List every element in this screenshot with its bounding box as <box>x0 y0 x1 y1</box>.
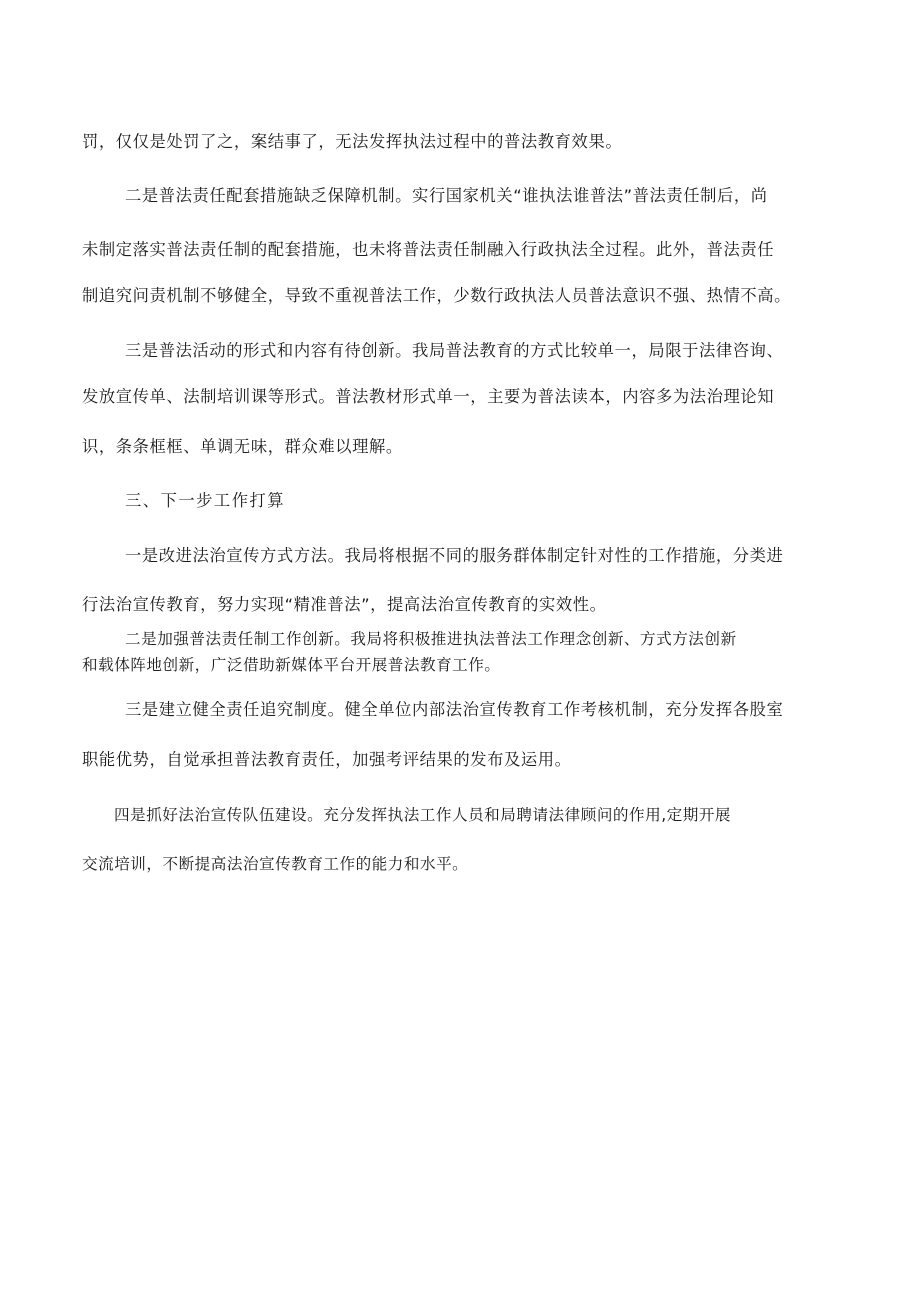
paragraph-line: 三是普法活动的形式和内容有待创新。我局普法教育的方式比较单一，局限于法律咨询、 <box>125 341 784 360</box>
paragraph-line: 二是普法责任配套措施缺乏保障机制。实行国家机关“谁执法谁普法”普法责任制后，尚 <box>125 186 768 205</box>
paragraph-line: 罚，仅仅是处罚了之，案结事了，无法发挥执法过程中的普法教育效果。 <box>82 132 623 151</box>
paragraph-line: 二是加强普法责任制工作创新。我局将积极推进执法普法工作理念创新、方式方法创新 <box>125 630 737 648</box>
paragraph-line: 行法治宣传教育，努力实现“精准普法”，提高法治宣传教育的实效性。 <box>82 595 607 614</box>
paragraph-line: 职能优势，自觉承担普法教育责任，加强考评结果的发布及运用。 <box>82 750 572 769</box>
paragraph-line: 三是建立健全责任追究制度。健全单位内部法治宣传教育工作考核机制，充分发挥各股室 <box>125 700 784 719</box>
paragraph-line: 和载体阵地创新，广泛借助新媒体平台开展普法教育工作。 <box>82 656 501 674</box>
paragraph-line: 四是抓好法治宣传队伍建设。充分发挥执法工作人员和局聘请法律顾问的作用,定期开展 <box>114 806 732 824</box>
paragraph-line: 识，条条框框、单调无味，群众难以理解。 <box>82 437 403 456</box>
paragraph-line: 一是改进法治宣传方式方法。我局将根据不同的服务群体制定针对性的工作措施，分类进 <box>125 546 784 565</box>
paragraph-line: 未制定落实普法责任制的配套措施，也未将普法责任制融入行政执法全过程。此外，普法责任 <box>82 240 775 259</box>
section-heading: 三、下一步工作打算 <box>125 491 286 510</box>
paragraph-line: 交流培训，不断提高法治宣传教育工作的能力和水平。 <box>82 855 469 873</box>
paragraph-line: 发放宣传单、法制培训课等形式。普法教材形式单一，主要为普法读本，内容多为法治理论知 <box>82 387 775 406</box>
paragraph-line: 制追究问责机制不够健全，导致不重视普法工作，少数行政执法人员普法意识不强、热情不高。 <box>82 286 792 305</box>
